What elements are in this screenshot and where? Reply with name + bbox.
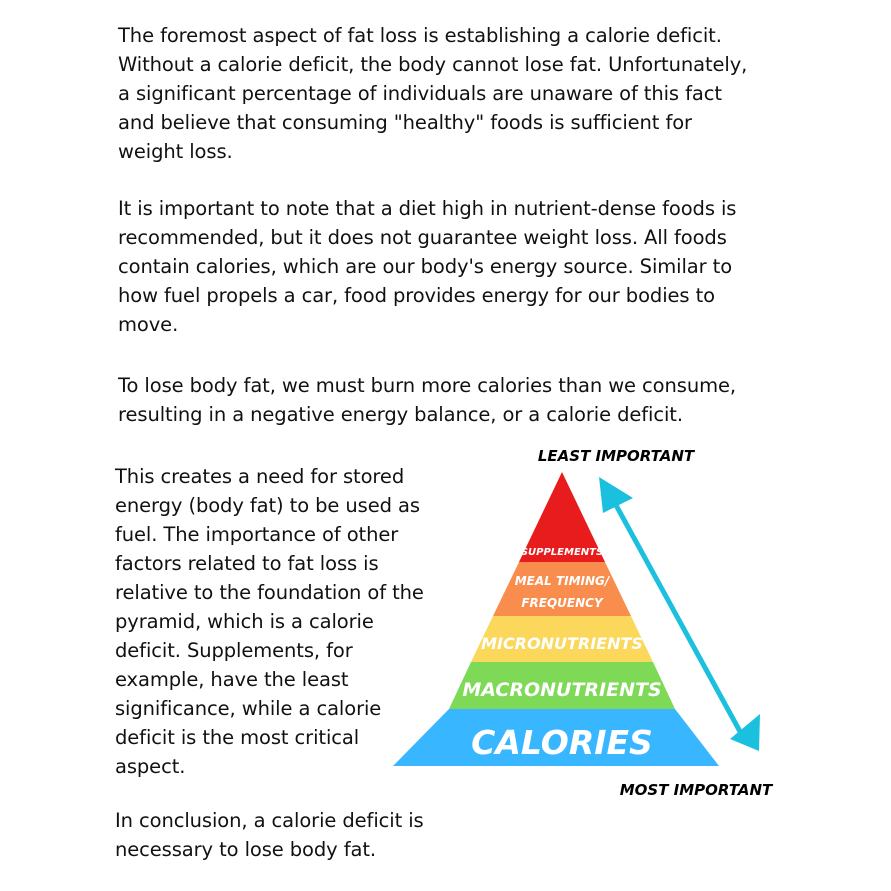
text-line: resulting in a negative energy balance, or a calorie deficit. <box>118 403 683 426</box>
text-line: move. <box>118 313 179 336</box>
least-important-label: LEAST IMPORTANT <box>537 447 695 465</box>
fat-loss-pyramid <box>380 436 780 816</box>
text-line: relative to the foundation of the <box>115 581 424 604</box>
text-line: energy (body fat) to be used as <box>115 494 420 517</box>
label-supplements: SUPPLEMENTS <box>520 547 604 558</box>
text-line: The foremost aspect of fat loss is establishing a calorie deficit. <box>118 24 722 47</box>
text-line: how fuel propels a car, food provides energy for our bodies to <box>118 284 715 307</box>
text-line: recommended, but it does not guarantee weight loss. All foods <box>118 226 727 249</box>
text-line: contain calories, which are our body's energy source. Similar to <box>118 255 733 278</box>
text-line: and believe that consuming "healthy" foods is sufficient for <box>118 111 692 134</box>
label-micronutrients: MICRONUTRIENTS <box>481 634 643 653</box>
text-line: deficit is the most critical <box>115 726 360 749</box>
text-line: necessary to lose body fat. <box>115 838 376 861</box>
text-line: significance, while a calorie <box>115 697 382 720</box>
text-line: To lose body fat, we must burn more calories than we consume, <box>118 374 736 397</box>
label-meal-timing-line1: MEAL TIMING/ <box>514 574 610 588</box>
paragraph-negative-energy-balance <box>118 371 778 429</box>
text-line: In conclusion, a calorie deficit is <box>115 809 424 832</box>
text-line: aspect. <box>115 755 186 778</box>
text-line: example, have the least <box>115 668 349 691</box>
text-line: factors related to fat loss is <box>115 552 379 575</box>
paragraph-nutrient-dense-foods <box>118 194 778 339</box>
text-line: pyramid, which is a calorie <box>115 610 374 633</box>
paragraph-calorie-deficit-intro <box>118 21 778 166</box>
text-line: fuel. The importance of other <box>115 523 399 546</box>
text-line: It is important to note that a diet high in nutrient-dense foods is <box>118 197 737 220</box>
text-line: This creates a need for stored <box>115 465 405 488</box>
text-line: weight loss. <box>118 140 233 163</box>
label-macronutrients: MACRONUTRIENTS <box>462 679 662 701</box>
text-line: Without a calorie deficit, the body cannot lose fat. Unfortunately, <box>118 53 748 76</box>
label-meal-timing-line2: FREQUENCY <box>521 596 603 610</box>
text-line: a significant percentage of individuals are unaware of this fact <box>118 82 722 105</box>
label-calories: CALORIES <box>471 723 653 762</box>
text-line: deficit. Supplements, for <box>115 639 353 662</box>
most-important-label: MOST IMPORTANT <box>619 781 773 799</box>
